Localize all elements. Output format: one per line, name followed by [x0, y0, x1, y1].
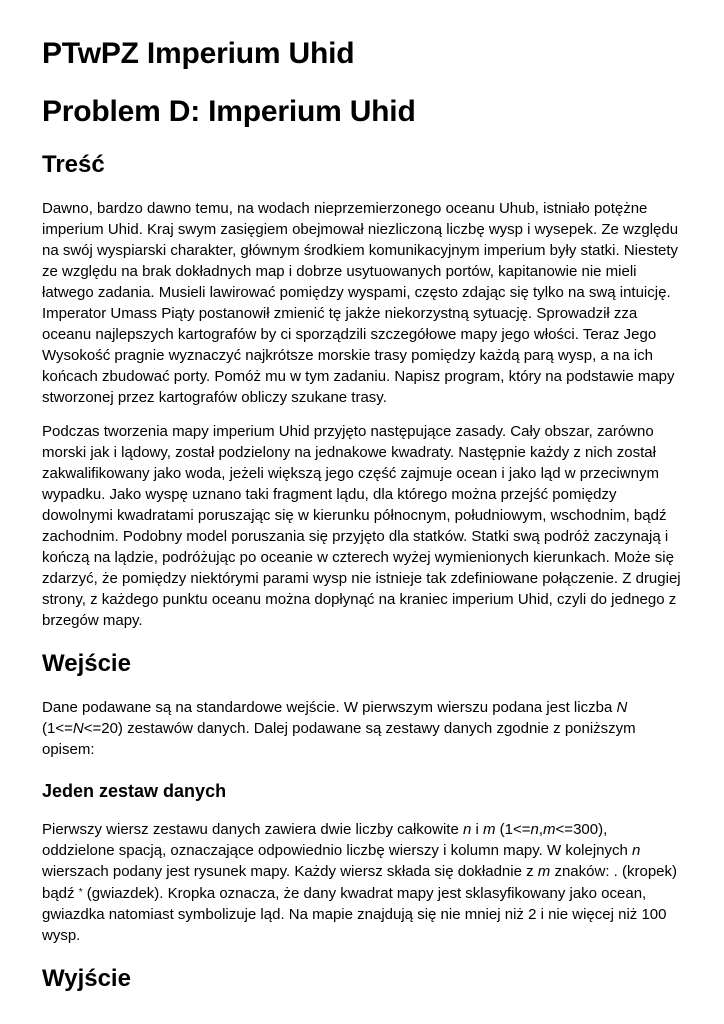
text-run: znaków: . (kropek) bądź — [42, 863, 678, 902]
zestaw-paragraph — [42, 819, 682, 946]
variable-N: N — [616, 699, 628, 716]
text-run: (1<= — [42, 720, 73, 737]
star-symbol: * — [78, 887, 83, 898]
text-run: <=300), oddzielone spacją, oznaczające odpowiednio liczbę wierszy i kolumn mapy. W kolejnych — [42, 821, 633, 859]
text-run: wierszach podany jest rysunek mapy. Każdy wiersz składa się dokładnie z — [42, 863, 538, 880]
variable-m: m — [483, 821, 496, 838]
text-run: Pierwszy wiersz zestawu danych zawiera dwie liczby całkowite — [42, 821, 463, 838]
variable-n: n — [632, 842, 641, 859]
variable-n: n — [462, 821, 472, 838]
section-heading-wyjscie: Wyjście — [42, 965, 131, 992]
text-run: (gwiazdek). Kropka oznacza, że dany kwadrat mapy jest sklasyfikowany jako ocean, gwiazdka natomiast symbolizuje ląd. Na mapie znajdują się nie mniej niż 2 i nie więcej niż 100 wysp. — [42, 885, 667, 944]
subsection-heading-zestaw: Jeden zestaw danych — [42, 781, 227, 801]
variable-N: N — [72, 720, 84, 737]
tresc-paragraph-2: Podczas tworzenia mapy imperium Uhid przyjęto następujące zasady. Cały obszar, zarówno morski jak i lądowy, został podzielony na jednakowe kwadraty. Następnie każdy z nich został zakwalifikowany jako woda, jeżeli większą jego część zajmuje ocean i jako ląd w przeciwnym wypadku. Jako wyspę uznano taki fragment lądu, dla którego można przejść pomiędzy dowolnymi kwadratami poruszając się w kierunku północnym, południowym, wschodnim, bądź zachodnim. Podobny model poruszania się przyjęto dla statków. Statki swą podróż zaczynają i kończą na lądzie, podróżując po oceanie w czterech wyżej wymienionych kierunkach. Może się zdarzyć, że pomiędzy niektórymi parami wysp nie istnieje tak zdefiniowane połączenie. Z drugiej strony, z każdego punktu oceanu można dopłynąć na kraniec imperium Uhid, czyli do jednego z brzegów mapy. — [42, 423, 681, 629]
variable-m: m — [543, 821, 556, 838]
document-title: PTwPZ Imperium Uhid — [42, 37, 355, 70]
wejscie-paragraph — [42, 697, 682, 760]
variable-n: n — [530, 821, 539, 838]
tresc-paragraph-1: Dawno, bardzo dawno temu, na wodach nieprzemierzonego oceanu Uhub, istniało potężne imperium Uhid. Kraj swym zasięgiem obejmował niezliczoną liczbę wysp i wysepek. Ze względu na swój wyspiarski charakter, głównym środkiem komunikacyjnym imperium były statki. Niestety ze względu na brak dokładnych map i dobrze usytuowanych portów, kapitanowie nie mieli łatwego zadania. Musieli lawirować pomiędzy wyspami, często zdając się tylko na swą intuicję. Imperator Umass Piąty postanowił zmienić tę jakże niekorzystną sytuację. Sprowadził zza oceanu najlepszych kartografów by ci sporządzili szczegółowe mapy jego włości. Teraz Jego Wysokość pragnie wyznaczyć najkrótsze morskie trasy pomiędzy każdą parą wysp, a na ich końcach zbudować porty. Pomóż mu w tym zadaniu. Napisz program, który na podstawie mapy stworzonej przez kartografów obliczy szukane trasy. — [42, 200, 679, 406]
problem-title: Problem D: Imperium Uhid — [42, 95, 416, 128]
text-run: (1<= — [495, 821, 531, 838]
text-run: <=20) zestawów danych. Dalej podawane są zestawy danych zgodnie z poniższym opisem: — [42, 720, 636, 758]
section-heading-wejscie: Wejście — [42, 650, 131, 677]
text-run: i — [471, 821, 483, 838]
variable-m: m — [537, 863, 551, 880]
section-heading-tresc: Treść — [42, 151, 105, 178]
text-run: , — [538, 821, 544, 838]
text-run: Dane podawane są na standardowe wejście. W pierwszym wierszu podana jest liczba — [42, 699, 617, 716]
